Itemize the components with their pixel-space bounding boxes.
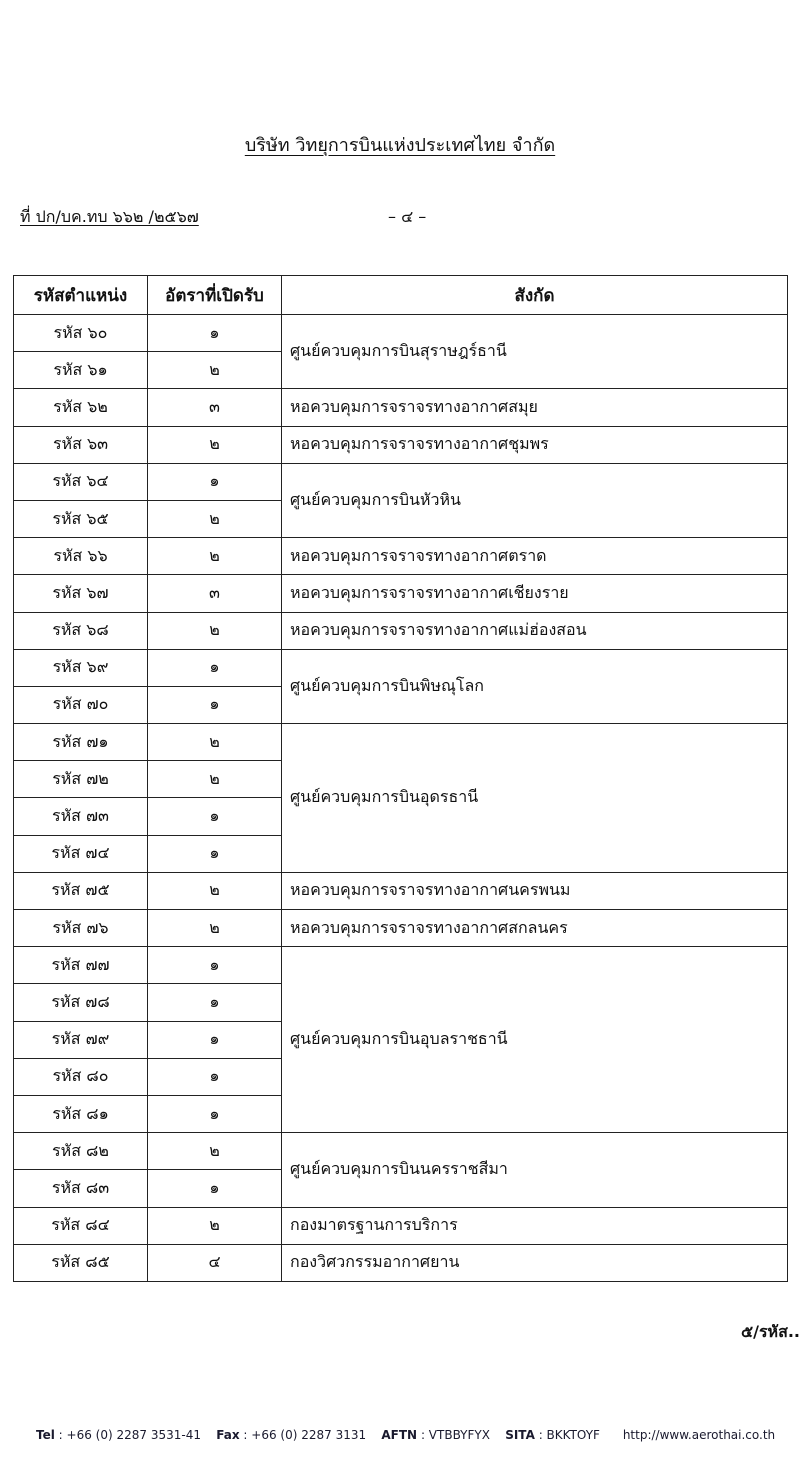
position-code-cell: รหัส ๖๔ xyxy=(14,463,148,500)
position-code-cell: รหัส ๗๕ xyxy=(14,872,148,909)
opening-rate-cell: ๑ xyxy=(148,1058,282,1095)
affiliation-cell: ศูนย์ควบคุมการบินอุดรธานี xyxy=(282,724,788,873)
opening-rate-cell: ๒ xyxy=(148,1207,282,1244)
position-code-cell: รหัส ๖๘ xyxy=(14,612,148,649)
position-code-cell: รหัส ๖๐ xyxy=(14,315,148,352)
tel-value: : +66 (0) 2287 3531-41 xyxy=(58,1428,201,1442)
opening-rate-cell: ๒ xyxy=(148,426,282,463)
affiliation-cell: หอควบคุมการจราจรทางอากาศแม่ฮ่องสอน xyxy=(282,612,788,649)
opening-rate-cell: ๑ xyxy=(148,835,282,872)
affiliation-cell: หอควบคุมการจราจรทางอากาศสมุย xyxy=(282,389,788,426)
table-row xyxy=(14,872,788,909)
position-code-cell: รหัส ๘๒ xyxy=(14,1133,148,1170)
position-code-cell: รหัส ๘๕ xyxy=(14,1244,148,1281)
opening-rate-cell: ๑ xyxy=(148,649,282,686)
position-code-cell: รหัส ๗๖ xyxy=(14,910,148,947)
opening-rate-cell: ๑ xyxy=(148,798,282,835)
position-code-cell: รหัส ๗๘ xyxy=(14,984,148,1021)
opening-rate-cell: ๒ xyxy=(148,1133,282,1170)
opening-rate-cell: ๑ xyxy=(148,1021,282,1058)
position-code-cell: รหัส ๗๙ xyxy=(14,1021,148,1058)
table-row xyxy=(14,649,788,686)
column-header-rate: อัตราที่เปิดรับ xyxy=(148,276,282,315)
table-row xyxy=(14,389,788,426)
opening-rate-cell: ๑ xyxy=(148,686,282,723)
contact-footer xyxy=(36,1428,775,1442)
position-code-cell: รหัส ๘๓ xyxy=(14,1170,148,1207)
column-header-code: รหัสตำแหน่ง xyxy=(14,276,148,315)
table-row xyxy=(14,538,788,575)
affiliation-cell: กองวิศวกรรมอากาศยาน xyxy=(282,1244,788,1281)
fax-label: Fax xyxy=(216,1428,240,1442)
position-code-cell: รหัส ๖๑ xyxy=(14,352,148,389)
table-row xyxy=(14,910,788,947)
affiliation-cell: หอควบคุมการจราจรทางอากาศสกลนคร xyxy=(282,910,788,947)
opening-rate-cell: ๒ xyxy=(148,724,282,761)
document-reference-number: ที่ ปก/บค.ทบ ๖๖๒ /๒๕๖๗ xyxy=(20,207,199,226)
affiliation-cell: ศูนย์ควบคุมการบินสุราษฎร์ธานี xyxy=(282,315,788,389)
aftn-label: AFTN xyxy=(381,1428,418,1442)
position-code-cell: รหัส ๖๕ xyxy=(14,500,148,537)
opening-rate-cell: ๒ xyxy=(148,538,282,575)
sita-value: : BKKTOYF xyxy=(538,1428,600,1442)
affiliation-cell: หอควบคุมการจราจรทางอากาศชุมพร xyxy=(282,426,788,463)
position-code-cell: รหัส ๖๗ xyxy=(14,575,148,612)
opening-rate-cell: ๑ xyxy=(148,315,282,352)
sita-label: SITA xyxy=(505,1428,535,1442)
position-code-cell: รหัส ๗๔ xyxy=(14,835,148,872)
table-row xyxy=(14,463,788,500)
opening-rate-cell: ๒ xyxy=(148,761,282,798)
table-row xyxy=(14,612,788,649)
affiliation-cell: หอควบคุมการจราจรทางอากาศตราด xyxy=(282,538,788,575)
position-code-cell: รหัส ๘๐ xyxy=(14,1058,148,1095)
opening-rate-cell: ๑ xyxy=(148,1170,282,1207)
opening-rate-cell: ๑ xyxy=(148,947,282,984)
tel-label: Tel xyxy=(36,1428,55,1442)
table-row xyxy=(14,426,788,463)
affiliation-cell: ศูนย์ควบคุมการบินอุบลราชธานี xyxy=(282,947,788,1133)
table-row xyxy=(14,315,788,352)
table-row xyxy=(14,947,788,984)
position-code-cell: รหัส ๖๒ xyxy=(14,389,148,426)
position-code-cell: รหัส ๗๓ xyxy=(14,798,148,835)
opening-rate-cell: ๓ xyxy=(148,575,282,612)
continuation-note: ๕/รหัส.. xyxy=(740,1322,800,1341)
position-code-cell: รหัส ๘๑ xyxy=(14,1095,148,1132)
position-code-cell: รหัส ๖๙ xyxy=(14,649,148,686)
affiliation-cell: กองมาตรฐานการบริการ xyxy=(282,1207,788,1244)
position-code-cell: รหัส ๗๐ xyxy=(14,686,148,723)
affiliation-cell: ศูนย์ควบคุมการบินหัวหิน xyxy=(282,463,788,537)
opening-rate-cell: ๒ xyxy=(148,872,282,909)
aftn-value: : VTBBYFYX xyxy=(420,1428,490,1442)
position-code-cell: รหัส ๗๗ xyxy=(14,947,148,984)
position-code-cell: รหัส ๖๖ xyxy=(14,538,148,575)
position-code-cell: รหัส ๗๑ xyxy=(14,724,148,761)
position-code-cell: รหัส ๘๔ xyxy=(14,1207,148,1244)
opening-rate-cell: ๒ xyxy=(148,500,282,537)
affiliation-cell: ศูนย์ควบคุมการบินพิษณุโลก xyxy=(282,649,788,723)
fax-value: : +66 (0) 2287 3131 xyxy=(243,1428,367,1442)
opening-rate-cell: ๔ xyxy=(148,1244,282,1281)
table-row xyxy=(14,1207,788,1244)
company-title: บริษัท วิทยุการบินแห่งประเทศไทย จำกัด xyxy=(244,135,556,156)
column-header-unit: สังกัด xyxy=(282,276,788,315)
table-row xyxy=(14,724,788,761)
page-number: – ๔ – xyxy=(388,207,427,226)
opening-rate-cell: ๓ xyxy=(148,389,282,426)
table-row xyxy=(14,1133,788,1170)
opening-rate-cell: ๑ xyxy=(148,1095,282,1132)
opening-rate-cell: ๒ xyxy=(148,910,282,947)
table-body xyxy=(14,315,788,1282)
table-header-row xyxy=(14,276,788,315)
affiliation-cell: ศูนย์ควบคุมการบินนครราชสีมา xyxy=(282,1133,788,1207)
opening-rate-cell: ๒ xyxy=(148,612,282,649)
website-link[interactable]: http://www.aerothai.co.th xyxy=(622,1428,776,1442)
affiliation-cell: หอควบคุมการจราจรทางอากาศเชียงราย xyxy=(282,575,788,612)
opening-rate-cell: ๒ xyxy=(148,352,282,389)
positions-table xyxy=(13,275,788,1282)
table-row xyxy=(14,1244,788,1281)
affiliation-cell: หอควบคุมการจราจรทางอากาศนครพนม xyxy=(282,872,788,909)
position-code-cell: รหัส ๖๓ xyxy=(14,426,148,463)
position-code-cell: รหัส ๗๒ xyxy=(14,761,148,798)
table-row xyxy=(14,575,788,612)
opening-rate-cell: ๑ xyxy=(148,463,282,500)
opening-rate-cell: ๑ xyxy=(148,984,282,1021)
